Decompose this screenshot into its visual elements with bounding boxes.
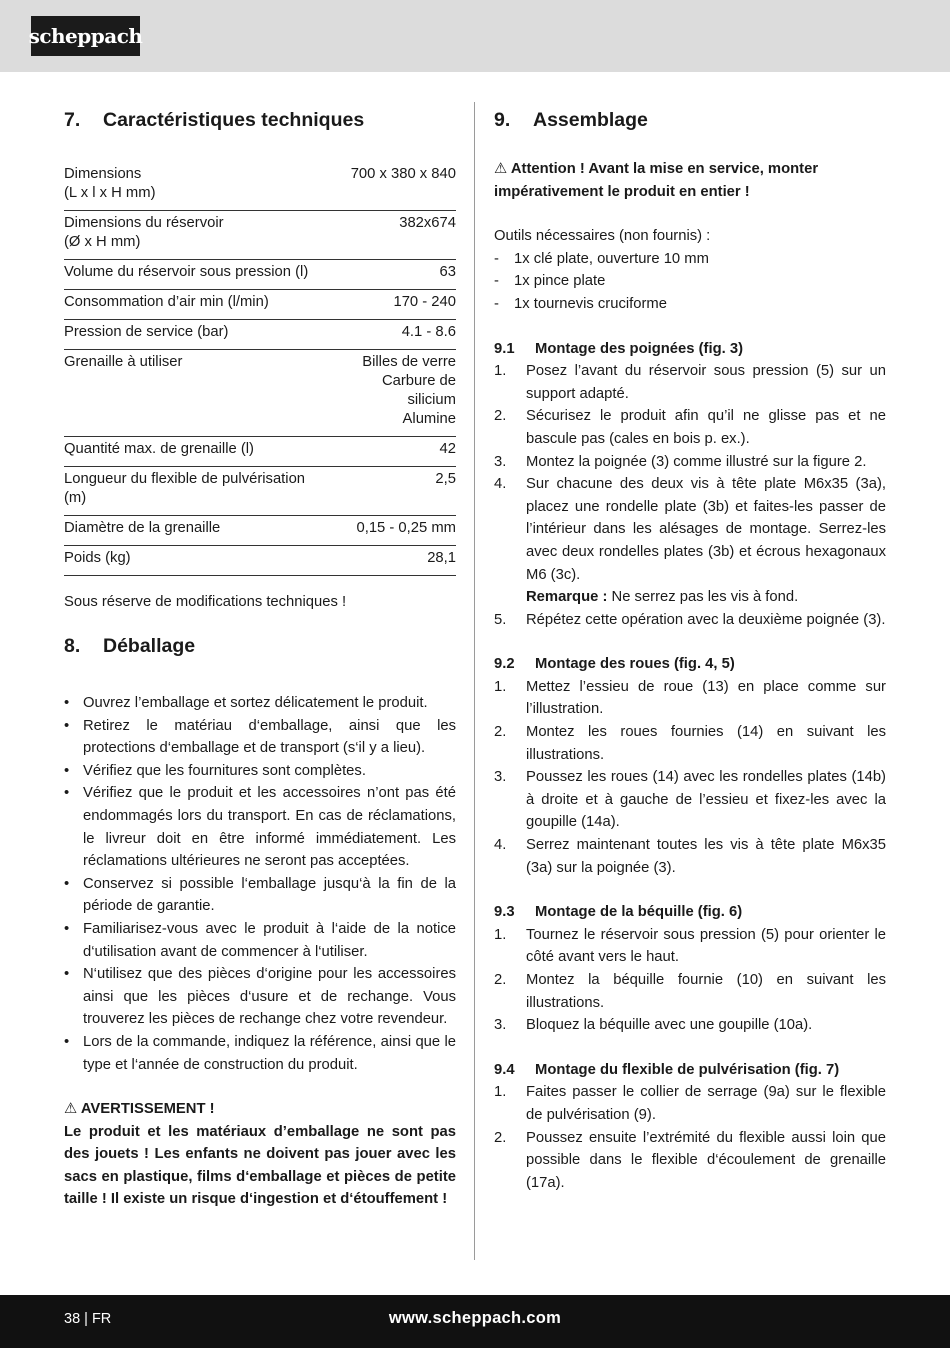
step-text: Sécurisez le produit afin qu’il ne glisse pas et ne bascule pas (cales en bois p. ex.). (526, 408, 886, 447)
brand-logo: scheppach (31, 16, 140, 56)
list-item: • Lors de la commande, indiquez la référence, ainsi que le type et l‘année de construction du produit. (64, 1031, 456, 1076)
step-text: Bloquez la béquille avec une goupille (10a). (526, 1017, 813, 1034)
step-item (494, 766, 886, 834)
step-text: Mettez l’essieu de roue (13) en place comme sur l’illustration. (526, 678, 886, 718)
list-item: • Vérifiez que les fournitures sont complètes. (64, 760, 456, 783)
warning-title: ⚠ AVERTISSEMENT ! (64, 1101, 215, 1118)
spec-value: 28,1 (344, 546, 456, 576)
spec-row (64, 260, 456, 290)
steps-list (494, 924, 886, 1037)
warning-block (64, 1098, 456, 1211)
spec-row (64, 437, 456, 467)
subsection-title: Montage des poignées (fig. 3) (535, 340, 743, 357)
step-item (494, 473, 886, 609)
step-text: Poussez ensuite l’extrémité du flexible aussi loin que possible dans le flexible d‘écoulement de grenaille (17a). (526, 1129, 886, 1191)
list-item: • Retirez le matériau d‘emballage, ainsi que les protections d‘emballage et de transport (s‘il y a lieu). (64, 715, 456, 760)
step-item (494, 1014, 886, 1037)
spec-value: 170 - 240 (344, 290, 456, 320)
assembly-subsections (494, 338, 886, 1195)
step-number: 2. (494, 1129, 507, 1146)
step-text: Tournez le réservoir sous pression (5) pour orienter le côté avant vers le haut. (526, 926, 886, 966)
step-text: Répétez cette opération avec la deuxième poignée (3). (526, 611, 886, 628)
step-number: 1. (494, 926, 507, 943)
section-9-heading (494, 100, 886, 140)
section-number: 8. (64, 634, 81, 657)
step-item (494, 405, 886, 450)
step-item (494, 924, 886, 969)
section-title: Déballage (103, 634, 196, 657)
step-number: 1. (494, 363, 507, 380)
spec-key: Poids (kg) (64, 546, 344, 576)
subsection-title: Montage de la béquille (fig. 6) (535, 904, 743, 921)
list-item: • Ouvrez l’emballage et sortez délicatement le produit. (64, 692, 456, 715)
warning-text: Le produit et les matériaux d’emballage ne sont pas des jouets ! Les enfants ne doivent pas jouer avec les sacs en plastique, films d‘emballage et pièces de petite taille ! Il existe un risque d‘ingestion et d‘étouffement ! (64, 1123, 456, 1208)
spec-key: Grenaille à utiliser (64, 350, 344, 437)
step-text: Serrez maintenant toutes les vis à tête plate M6x35 (3a) sur la poignée (3). (526, 837, 886, 876)
spec-value: 63 (344, 260, 456, 290)
step-text: Faites passer le collier de serrage (9a) sur le flexible de pulvérisation (9). (526, 1084, 886, 1123)
spec-row (64, 211, 456, 260)
subsection-number: 9.3 (494, 904, 515, 921)
right-column (494, 100, 886, 1194)
spec-row (64, 467, 456, 516)
spec-key: Longueur du flexible de pulvérisation (m) (64, 467, 344, 516)
tool-item: - 1x clé plate, ouverture 10 mm (494, 248, 886, 271)
spec-key: Dimensions (L x l x H mm) (64, 162, 344, 211)
subsection-heading (494, 901, 886, 924)
spec-key: Quantité max. de grenaille (l) (64, 437, 344, 467)
tool-item: - 1x tournevis cruciforme (494, 293, 886, 316)
step-number: 4. (494, 837, 507, 854)
spec-row (64, 162, 456, 211)
step-text: Posez l’avant du réservoir sous pression (5) sur un support adapté. (526, 363, 886, 402)
subsection-heading (494, 1059, 886, 1082)
website-link[interactable]: www.scheppach.com (388, 1309, 562, 1327)
step-number: 5. (494, 611, 507, 628)
step-text: Montez la béquille fournie (10) en suivant les illustrations. (526, 972, 886, 1011)
subsection-number: 9.4 (494, 1061, 515, 1078)
spec-value: 2,5 (344, 467, 456, 516)
technical-note: Sous réserve de modifications techniques ! (64, 594, 347, 610)
step-number: 2. (494, 408, 507, 425)
column-divider (474, 102, 475, 1260)
step-item (494, 721, 886, 766)
steps-list (494, 360, 886, 631)
step-item (494, 609, 886, 632)
step-number: 1. (494, 678, 507, 695)
step-number: 1. (494, 1084, 507, 1101)
step-text: Sur chacune des deux vis à tête plate M6x35 (3a), placez une rondelle plate (3b) et faites-les passer de l’intérieur dans les alésages de montage. Serrez-les avec deux rondelles plates (3b) et écrous hexagonaux M6 (3c). (526, 476, 886, 583)
section-7-heading (64, 100, 456, 140)
step-text: Montez la poignée (3) comme illustré sur la figure 2. (526, 453, 867, 470)
subsection-number: 9.2 (494, 656, 515, 673)
spec-key: Volume du réservoir sous pression (l) (64, 260, 344, 290)
step-number: 2. (494, 972, 507, 988)
step-number: 2. (494, 724, 507, 741)
spec-key: Pression de service (bar) (64, 320, 344, 350)
step-number: 3. (494, 769, 507, 786)
page-number: 38 | FR (64, 1311, 112, 1327)
step-number: 4. (494, 476, 507, 493)
attention-notice: ⚠ Attention ! Avant la mise en service, monter impérativement le produit en entier ! (494, 161, 819, 200)
page-footer (0, 1295, 950, 1348)
spec-value: Billes de verre Carbure de silicium Alumine (344, 350, 456, 437)
unpacking-list (64, 692, 456, 1076)
step-number: 3. (494, 1017, 507, 1034)
spec-value: 4.1 - 8.6 (344, 320, 456, 350)
step-text: Montez les roues fournies (14) en suivant les illustrations. (526, 724, 886, 763)
spec-key: Diamètre de la grenaille (64, 516, 344, 546)
step-item (494, 834, 886, 879)
spec-row (64, 290, 456, 320)
section-8-heading (64, 626, 456, 666)
spec-row (64, 516, 456, 546)
section-title: Caractéristiques techniques (103, 108, 365, 131)
list-item: • Familiarisez-vous avec le produit à l‘aide de la notice d‘utilisation avant de commencer à l‘utiliser. (64, 918, 456, 963)
spec-row (64, 546, 456, 576)
spec-value: 0,15 - 0,25 mm (344, 516, 456, 546)
spec-row (64, 320, 456, 350)
subsection-heading (494, 338, 886, 361)
step-item (494, 1081, 886, 1126)
step-item (494, 451, 886, 474)
spec-value: 42 (344, 437, 456, 467)
list-item: • Conservez si possible l‘emballage jusqu‘à la fin de la période de garantie. (64, 873, 456, 918)
subsection-number: 9.1 (494, 340, 515, 357)
spec-key: Dimensions du réservoir (Ø x H mm) (64, 211, 344, 260)
remark-text: Ne serrez pas les vis à fond. (607, 589, 799, 606)
section-title: Assemblage (533, 108, 648, 131)
step-number: 3. (494, 453, 507, 470)
step-item (494, 1127, 886, 1195)
page-header (0, 0, 950, 72)
steps-list (494, 1081, 886, 1194)
section-number: 9. (494, 108, 511, 131)
subsection-title: Montage du flexible de pulvérisation (fig. 7) (535, 1061, 840, 1078)
steps-list (494, 676, 886, 879)
subsection-heading (494, 653, 886, 676)
step-text: Poussez les roues (14) avec les rondelles plates (14b) à droite et à gauche de l’essieu et fixez-les avec la goupille (14a). (526, 769, 886, 831)
specs-table (64, 162, 456, 576)
section-number: 7. (64, 108, 81, 131)
list-item: • Vérifiez que le produit et les accessoires n’ont pas été endommagés lors du transport. En cas de réclamations, le livreur doit en être informé immédiatement. Les réclamations ultérieures ne seront pas acceptées. (64, 782, 456, 872)
remark-label: Remarque : (526, 589, 608, 606)
list-item: • N‘utilisez que des pièces d‘origine pour les accessoires ainsi que les pièces d‘usure et de rechange. Vous trouverez les pièces de rechange chez votre revendeur. (64, 963, 456, 1031)
tool-item: - 1x pince plate (494, 270, 886, 293)
step-item (494, 676, 886, 721)
subsection-title: Montage des roues (fig. 4, 5) (535, 656, 735, 673)
spec-value: 382x674 (344, 211, 456, 260)
tools-list (494, 248, 886, 316)
step-item (494, 969, 886, 1014)
left-column (64, 100, 456, 1211)
step-item (494, 360, 886, 405)
spec-value: 700 x 380 x 840 (344, 162, 456, 211)
tools-label: Outils nécessaires (non fournis) : (494, 228, 711, 245)
spec-row (64, 350, 456, 437)
spec-key: Consommation d’air min (l/min) (64, 290, 344, 320)
